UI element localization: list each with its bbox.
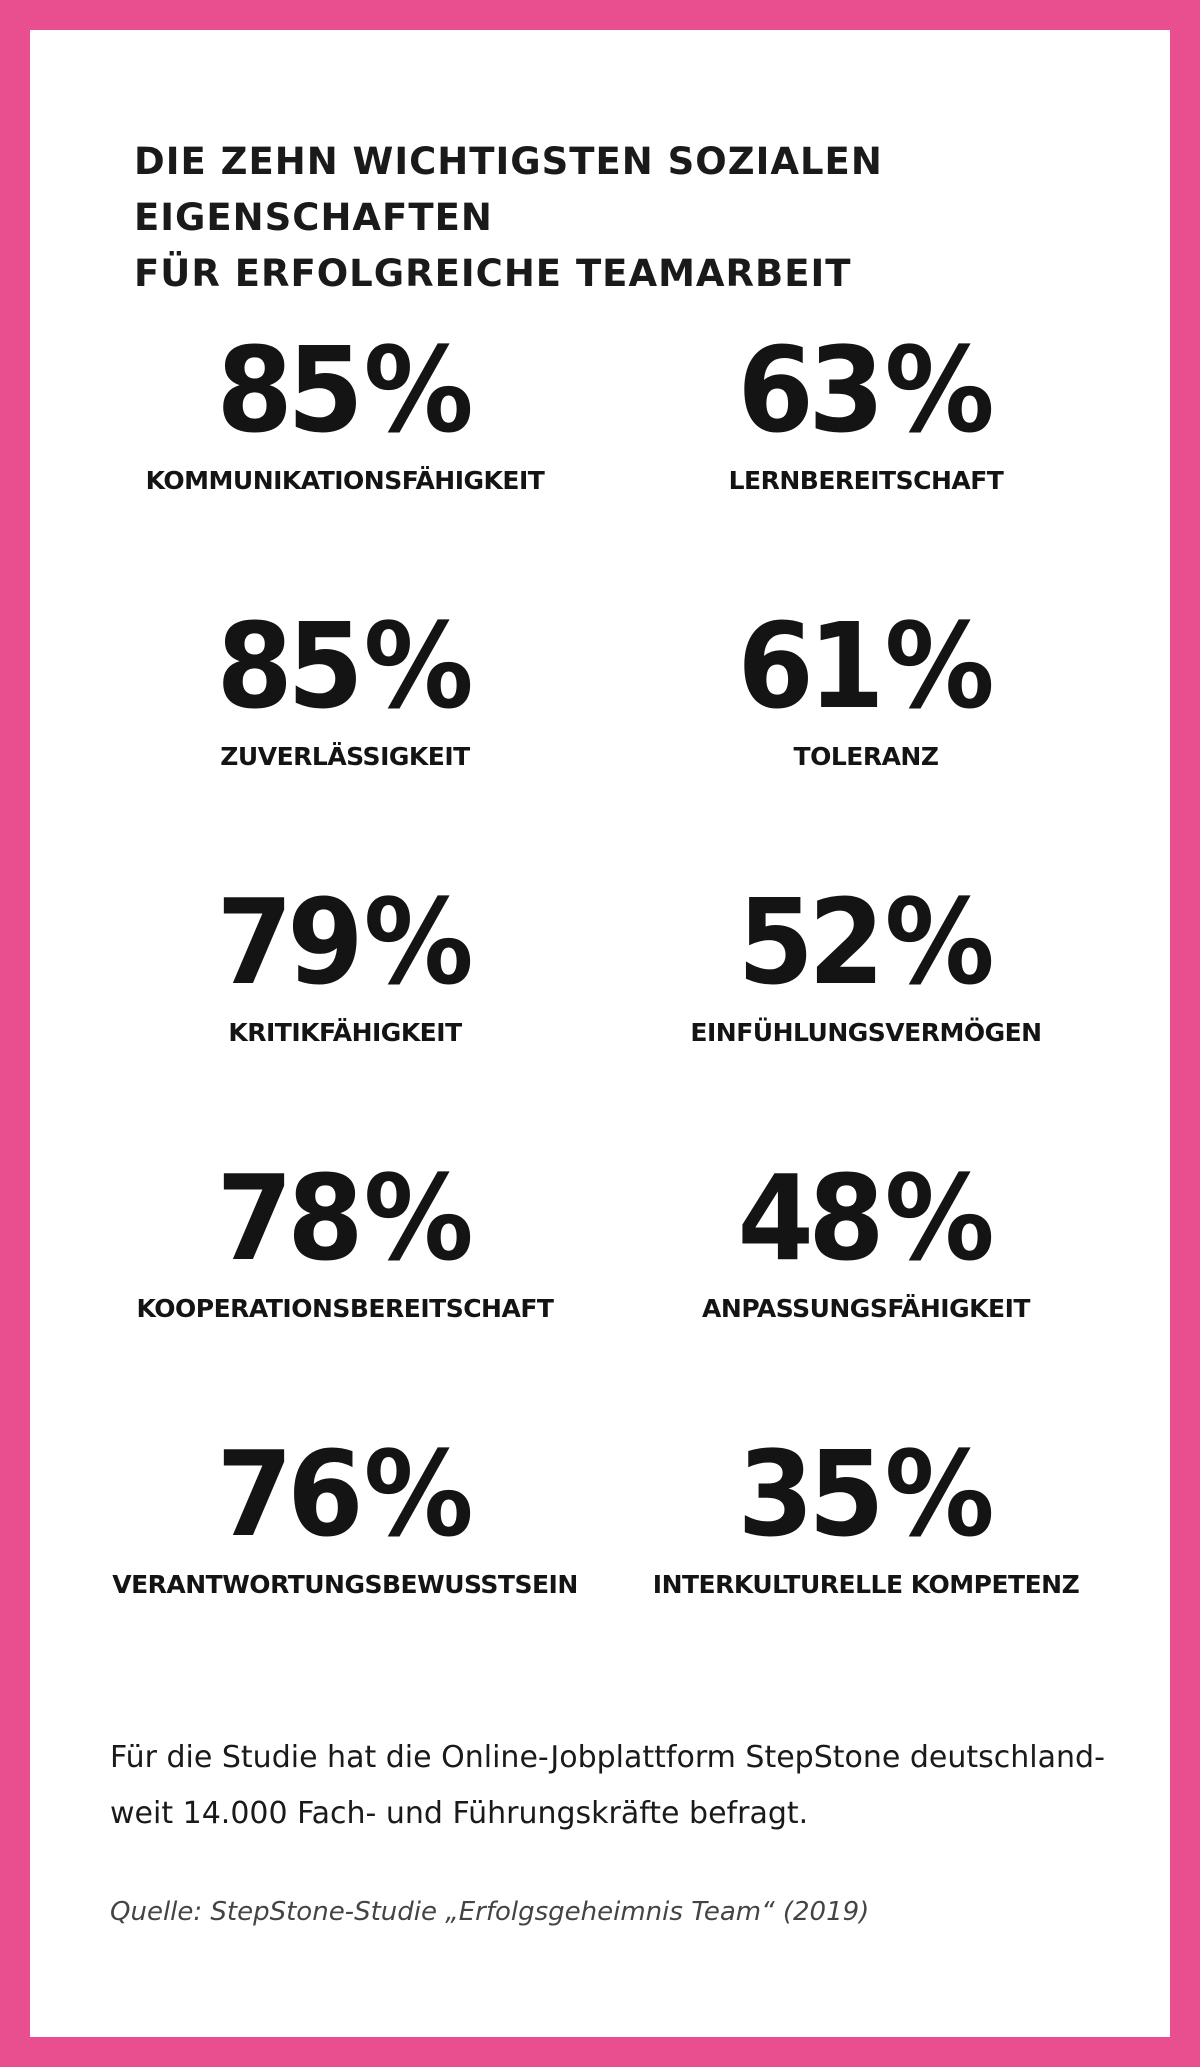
stat-number: 63 [737, 321, 880, 459]
stat-label: KOMMUNIKATIONSFÄHIGKEIT [145, 466, 545, 495]
title-line-2: FÜR ERFOLGREICHE TEAMARBEIT [134, 252, 852, 295]
stat-number: 61 [737, 597, 880, 735]
stat-value [624, 1149, 1108, 1287]
stat-item [85, 873, 605, 1048]
stat-value [624, 873, 1108, 1011]
stat-percent-sign: % [363, 1425, 474, 1563]
study-description [110, 1730, 1110, 1842]
stat-percent-sign: % [884, 321, 995, 459]
stat-value [624, 597, 1108, 735]
stat-item [606, 1425, 1126, 1600]
stat-number: 52 [737, 873, 880, 1011]
stat-percent-sign: % [884, 1149, 995, 1287]
stat-value [103, 1149, 587, 1287]
infographic-card [30, 30, 1170, 2037]
stat-label: INTERKULTURELLE KOMPETENZ [652, 1570, 1080, 1599]
stat-percent-sign: % [363, 597, 474, 735]
stat-number: 76 [216, 1425, 359, 1563]
stat-label: TOLERANZ [793, 742, 939, 771]
stat-number: 85 [216, 597, 359, 735]
stat-value [103, 597, 587, 735]
stat-label: ZUVERLÄSSIGKEIT [220, 742, 470, 771]
stat-item [85, 597, 605, 772]
study-description-line-2: weit 14.000 Fach- und Führungskräfte befragt. [110, 1796, 809, 1831]
stat-number: 35 [737, 1425, 880, 1563]
stat-percent-sign: % [884, 597, 995, 735]
stat-item [85, 1149, 605, 1324]
stat-label: LERNBEREITSCHAFT [728, 466, 1004, 495]
stat-value [624, 1425, 1108, 1563]
stat-percent-sign: % [363, 321, 474, 459]
stat-label: ANPASSUNGSFÄHIGKEIT [702, 1294, 1030, 1323]
stat-item [606, 873, 1126, 1048]
source-citation: Quelle: StepStone-Studie „Erfolgsgeheimnis Team“ (2019) [110, 1897, 870, 1927]
stat-percent-sign: % [363, 1149, 474, 1287]
stat-label: EINFÜHLUNGSVERMÖGEN [690, 1018, 1042, 1047]
study-description-line-1: Für die Studie hat die Online-Jobplattform StepStone deutschland- [110, 1740, 1105, 1775]
stat-number: 85 [216, 321, 359, 459]
stat-label: KRITIKFÄHIGKEIT [228, 1018, 462, 1047]
title-line-1: DIE ZEHN WICHTIGSTEN SOZIALEN EIGENSCHAFTEN [134, 140, 883, 239]
stat-percent-sign: % [884, 1425, 995, 1563]
stat-label: VERANTWORTUNGSBEWUSSTSEIN [112, 1570, 578, 1599]
stat-item [85, 321, 605, 496]
stat-value [103, 321, 587, 459]
stat-percent-sign: % [363, 873, 474, 1011]
stat-value [103, 873, 587, 1011]
stat-item [606, 1149, 1126, 1324]
stat-number: 48 [737, 1149, 880, 1287]
stat-number: 79 [216, 873, 359, 1011]
stat-percent-sign: % [884, 873, 995, 1011]
stat-number: 78 [216, 1149, 359, 1287]
stat-item [606, 321, 1126, 496]
stat-item [85, 1425, 605, 1600]
stat-label: KOOPERATIONSBEREITSCHAFT [136, 1294, 554, 1323]
stat-value [624, 321, 1108, 459]
stat-value [103, 1425, 587, 1563]
stat-item [606, 597, 1126, 772]
